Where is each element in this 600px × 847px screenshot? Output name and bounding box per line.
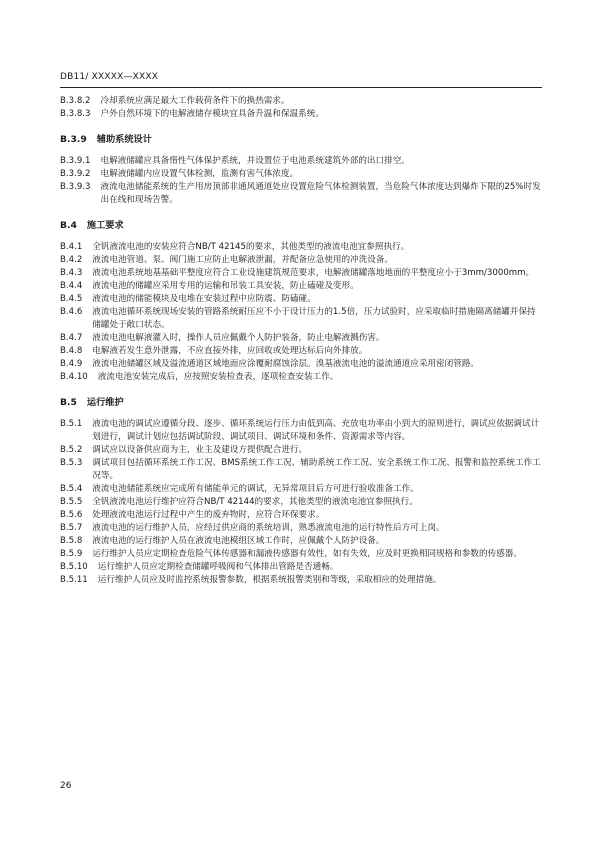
- document-code-header: DB11/ XXXXX—XXXX: [60, 72, 159, 82]
- clause-text: 液流电池储能系统的生产用房顶部非通风通道处应设置危险气体检测装置，当危险气体浓度达到爆炸下限的25%时发出在线和现场告警。: [100, 182, 541, 205]
- clause-number: B.3.9.2: [60, 169, 91, 179]
- clause-number: B.5.2: [60, 445, 83, 455]
- clause-text: 电解液储罐内应设置气体检测，监测有害气体浓度。: [100, 169, 299, 179]
- clause-number: B.5.9: [60, 549, 83, 559]
- clause-number: B.4.9: [60, 359, 83, 369]
- clause-item: [60, 293, 542, 306]
- clause-item: [60, 332, 542, 345]
- clause-number: B.4.6: [60, 307, 83, 317]
- section-heading: [60, 219, 542, 232]
- clause-item: [60, 267, 542, 280]
- clause-text: 液流电池电解液灌入时，操作人员应佩戴个人防护装备，防止电解液溅伤害。: [92, 333, 385, 343]
- section-heading: [60, 396, 542, 409]
- clause-item: [60, 95, 542, 108]
- section-number: B.4: [60, 220, 77, 231]
- clause-item: [60, 254, 542, 267]
- clause-item: [60, 535, 542, 548]
- clause-text: 液流电池的储能模块及电堆在安装过程中应防震、防磕碰。: [92, 294, 316, 304]
- clause-item: [60, 306, 542, 332]
- section-heading: [60, 133, 542, 146]
- clause-number: B.4.7: [60, 333, 83, 343]
- clause-item: [60, 358, 542, 371]
- clause-text: 液流电池循环系统现场安装的管路系统耐压应不小于设计压力的1.5倍，压力试验时，应采取临时措施隔离储罐并保持储罐处于敞口状态。: [92, 307, 536, 330]
- clause-text: 液流电池储罐区域及溢流通道区域地面应涂覆耐腐蚀涂层。溴基液流电池的溢流通道应采用密闭管路。: [92, 359, 480, 369]
- section-title: 运行维护: [86, 397, 124, 408]
- clause-number: B.3.8.3: [60, 109, 91, 119]
- clause-item: [60, 280, 542, 293]
- clause-item: [60, 241, 542, 254]
- clause-item: [60, 483, 542, 496]
- section-number: B.5: [60, 397, 77, 408]
- section-number: B.3.9: [60, 134, 87, 145]
- clause-text: 液流电池的调试应遵循分段、逐步、循环系统运行压力由低到高、充放电功率由小到大的原则进行，调试应依据调试计划进行，调试计划应包括调试阶段、调试项目、调试环境和条件、资源需求等内容。: [92, 419, 540, 442]
- clause-text: 液流电池安装完成后，应按照安装检查表，逐项检查安装工作。: [97, 372, 339, 382]
- section-title: 辅助系统设计: [96, 134, 152, 145]
- document-body: [60, 95, 542, 587]
- clause-item: [60, 509, 542, 522]
- clause-number: B.5.8: [60, 536, 83, 546]
- clause-text: 冷却系统应满足最大工作载荷条件下的换热需求。: [100, 96, 290, 106]
- clause-text: 电解液若发生意外泄露，不应直接外排，应回收或处理达标后向外排放。: [92, 346, 368, 356]
- clause-number: B.4.1: [60, 242, 83, 252]
- clause-number: B.4.4: [60, 281, 83, 291]
- clause-text: 电解液储罐应具备惰性气体保护系统，并设置位于电池系统建筑外部的出口排空。: [100, 156, 410, 166]
- clause-item: [60, 155, 542, 168]
- page-number: 26: [60, 781, 72, 791]
- header-rule: [60, 87, 542, 88]
- clause-number: B.5.4: [60, 484, 83, 494]
- clause-number: B.5.7: [60, 523, 83, 533]
- clause-number: B.5.10: [60, 562, 88, 572]
- clause-number: B.5.3: [60, 458, 83, 468]
- clause-number: B.4.2: [60, 255, 83, 265]
- clause-number: B.5.6: [60, 510, 83, 520]
- clause-text: 运行维护人员应定期检查储罐呼吸阀和气体排出管路是否通畅。: [97, 562, 339, 572]
- clause-number: B.5.5: [60, 497, 83, 507]
- clause-number: B.4.3: [60, 268, 83, 278]
- clause-item: [60, 496, 542, 509]
- clause-text: 液流电池的储罐应采用专用的运输和吊装工具安装，防止磕碰及变形。: [92, 281, 359, 291]
- clause-item: [60, 345, 542, 358]
- clause-text: 处理液流电池运行过程中产生的废弃物时，应符合环保要求。: [92, 510, 325, 520]
- clause-text: 液流电池的运行维护人员，应经过供应商的系统培训，熟悉液流电池的运行特性后方可上岗。: [92, 523, 445, 533]
- clause-number: B.3.9.3: [60, 182, 91, 192]
- clause-number: B.3.9.1: [60, 156, 91, 166]
- clause-item: [60, 108, 542, 121]
- clause-item: [60, 522, 542, 535]
- clause-text: 液流电池系统地基基础平整度应符合工业设施建筑规范要求，电解液储罐落地地面的平整度应小于3mm/3000mm。: [92, 268, 535, 278]
- clause-number: B.4.8: [60, 346, 83, 356]
- clause-item: [60, 371, 542, 384]
- clause-text: 全钒液流电池运行维护应符合NB/T 42144的要求，其他类型的液流电池宜参照执行。: [92, 497, 418, 507]
- clause-item: [60, 457, 542, 483]
- clause-text: 液流电池管道、泵、阀门施工应防止电解液泄漏，并配备应急使用的冲洗设备。: [92, 255, 394, 265]
- clause-item: [60, 418, 542, 444]
- clause-item: [60, 574, 542, 587]
- clause-text: 调试项目包括循环系统工作工况、BMS系统工作工况、辅助系统工作工况、安全系统工作工况、报警和监控系统工作工况等。: [92, 458, 541, 481]
- clause-text: 全钒液流电池的安装应符合NB/T 42145的要求，其他类型的液流电池宜参照执行。: [92, 242, 410, 252]
- clause-item: [60, 168, 542, 181]
- clause-number: B.5.1: [60, 419, 83, 429]
- clause-text: 运行维护人员应定期检查危险气体传感器和漏液传感器有效性，如有失效，应及时更换相同规格和参数的传感器。: [92, 549, 522, 559]
- clause-item: [60, 561, 542, 574]
- clause-number: B.3.8.2: [60, 96, 91, 106]
- clause-number: B.4.10: [60, 372, 88, 382]
- clause-text: 户外自然环境下的电解液储存模块宜具备升温和保温系统。: [100, 109, 324, 119]
- clause-text: 运行维护人员应及时监控系统报警参数，根据系统报警类别和等级，采取相应的处理措施。: [97, 575, 442, 585]
- clause-number: B.5.11: [60, 575, 88, 585]
- clause-text: 液流电池储能系统应完成所有储能单元的调试，无异常项目后方可进行验收准备工作。: [92, 484, 419, 494]
- clause-item: [60, 444, 542, 457]
- clause-item: [60, 548, 542, 561]
- clause-text: 调试应以设备供应商为主，业主及建设方提供配合进行。: [92, 445, 308, 455]
- clause-text: 液流电池的运行维护人员在液流电池模组区域工作时，应佩戴个人防护设备。: [92, 536, 385, 546]
- clause-item: [60, 181, 542, 207]
- section-title: 施工要求: [86, 220, 124, 231]
- clause-number: B.4.5: [60, 294, 83, 304]
